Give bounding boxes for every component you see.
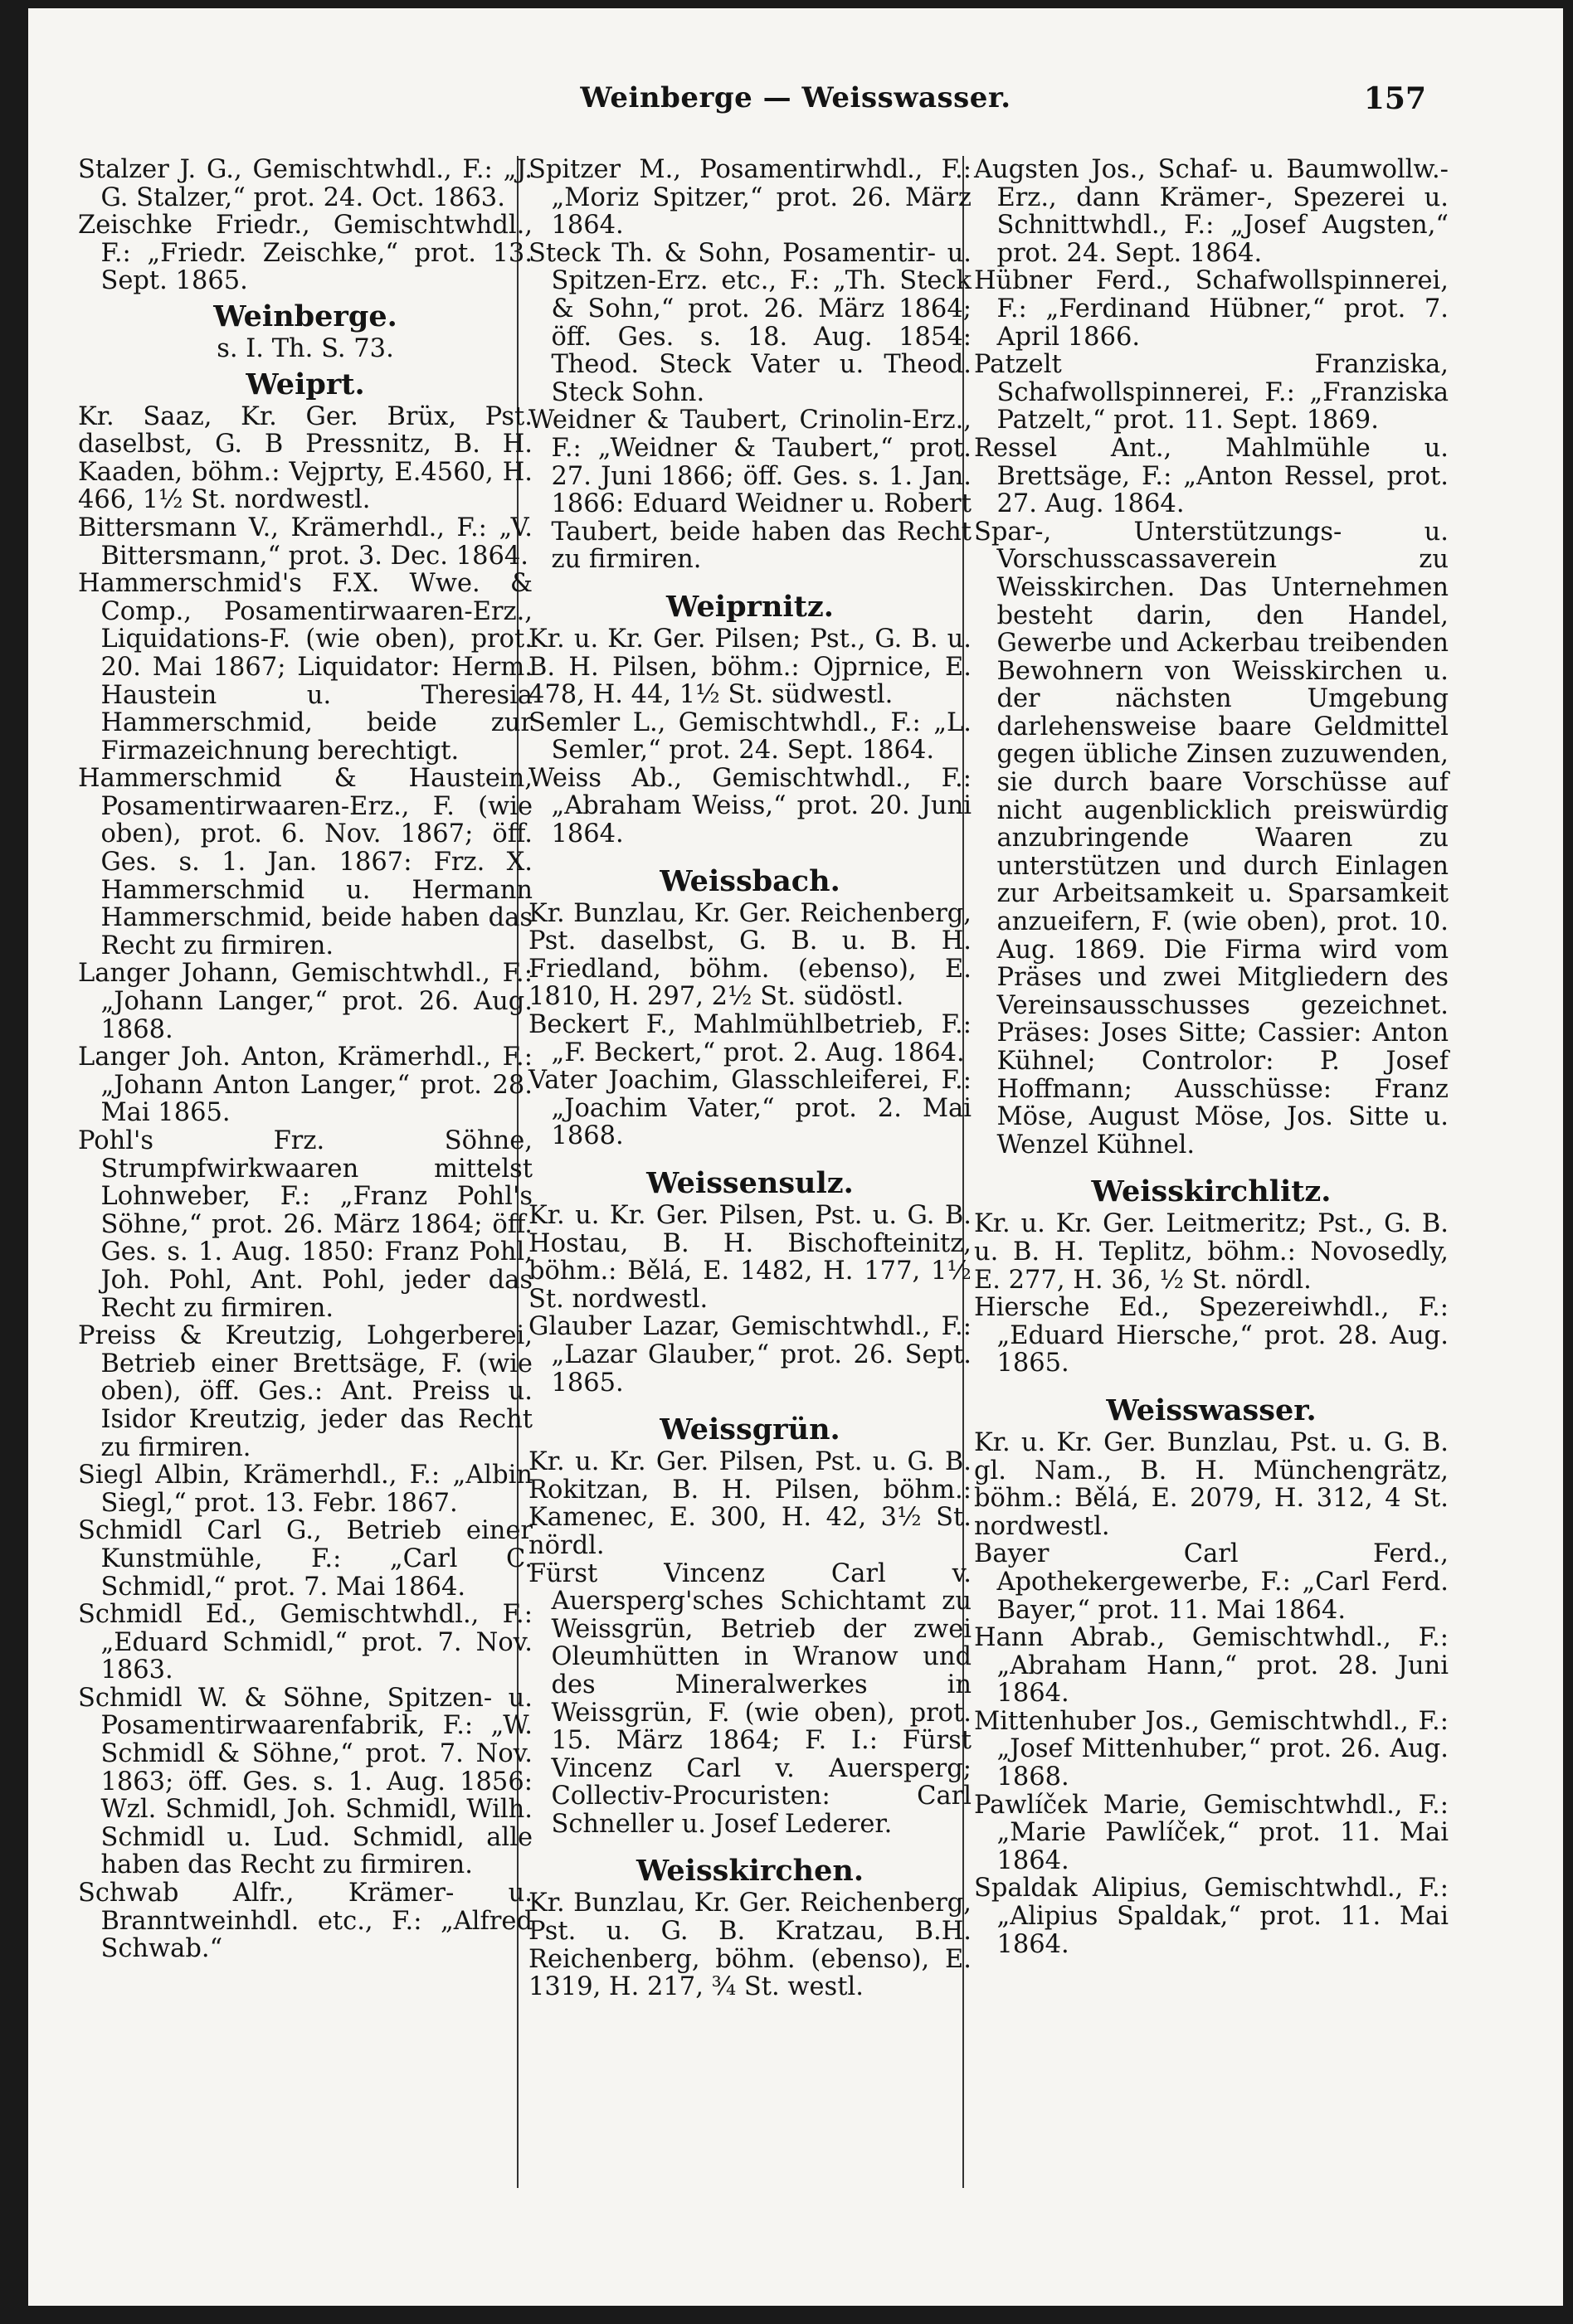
entry: Stalzer J. G., Gemischtwhdl., F.: „J. G. Stalzer,“ prot. 24. Oct. 1863. [78,155,533,212]
entry: Vater Joachim, Glasschleiferei, F.: „Joachim Vater,“ prot. 2. Mai 1868. [528,1066,972,1151]
entry: Schwab Alfr., Krämer- u. Branntweinhdl. etc., F.: „Alfred Schwab.“ [78,1879,533,1964]
entry: Weiss Ab., Gemischtwhdl., F.: „Abraham Weiss,“ prot. 20. Juni 1864. [528,763,972,849]
entry: Semler L., Gemischtwhdl., F.: „L. Semler,“ prot. 24. Sept. 1864. [528,707,972,766]
entry: Siegl Albin, Krämerhdl., F.: „Albin Siegl,“ prot. 13. Febr. 1867. [78,1461,533,1518]
running-header [28,81,1563,123]
column-middle [528,156,972,2001]
place-description: Kr. Bunzlau, Kr. Ger. Reichenberg, Pst. u. G. B. Kratzau, B.H. Reichenberg, böhm. (ebenso), E. 1319, H. 217, ¾ St. westl. [528,1889,972,2002]
place-heading: Weissbach. [660,863,840,898]
entry: Pohl's Frz. Söhne, Strumpfwirkwaaren mittelst Lohnweber, F.: „Franz Pohl's Söhne,“ prot. 26. März 1864; öff. Ges. s. 1. Aug. 1850: Franz Pohl, Joh. Pohl, Ant. Pohl, jeder das Recht zu firmiren. [78,1126,533,1323]
entry: Schmidl Ed., Gemischtwhdl., F.: „Eduard Schmidl,“ prot. 7. Nov. 1863. [78,1600,533,1685]
place-heading: Weiprt. [246,367,365,401]
column-left [78,156,533,1963]
entry: Hammerschmid & Haustein, Posamentirwaaren-Erz., F. (wie oben), prot. 6. Nov. 1867; öff. Ges. s. 1. Jan. 1867: Frz. X. Hammerschmid u. Hermann Hammerschmid, beide haben das Recht zu firmiren. [78,764,533,960]
entry: Preiss & Kreutzig, Lohgerberei, Betrieb einer Brettsäge, F. (wie oben), öff. Ges.: Ant. Preiss u. Isidor Kreutzig, jeder das Recht zu firmiren. [78,1321,533,1462]
entry: Glauber Lazar, Gemischtwhdl., F.: „Lazar Glauber,“ prot. 26. Sept. 1865. [528,1312,972,1398]
entry: Weidner & Taubert, Crinolin-Erz., F.: „Weidner & Taubert,“ prot. 27. Juni 1866; öff. Ges. s. 1. Jan. 1866: Eduard Weidner u. Robert Taubert, beide haben das Recht zu firmiren. [528,406,972,575]
entry: Hann Abrab., Gemischtwhdl., F.: „Abraham Hann,“ prot. 28. Juni 1864. [974,1623,1449,1709]
place-description: Kr. Saaz, Kr. Ger. Brüx, Pst. daselbst, G. B Pressnitz, B. H. Kaaden, böhm.: Vejprty, E.4560, H. 466, 1½ St. nordwestl. [78,401,533,515]
place-description: Kr. Bunzlau, Kr. Ger. Reichenberg, Pst. daselbst, G. B. u. B. H. Friedland, böhm. (ebenso), E. 1810, H. 297, 2½ St. südöstl. [528,898,972,1012]
entry: Schmidl W. & Söhne, Spitzen- u. Posamentirwaarenfabrik, F.: „W. Schmidl & Söhne,“ prot. 7. Nov. 1863; öff. Ges. s. 1. Aug. 1856: Wzl. Schmidl, Joh. Schmidl, Wilh. Schmidl u. Lud. Schmidl, alle haben das Recht zu firmiren. [78,1683,533,1880]
entry: Langer Joh. Anton, Krämerhdl., F.: „Johann Anton Langer,“ prot. 28. Mai 1865. [78,1043,533,1128]
document-page [28,8,1563,2306]
column-right [974,156,1449,1958]
place-description: Kr. u. Kr. Ger. Pilsen, Pst. u. G. B. Rokitzan, B. H. Pilsen, böhm.: Kamenec, E. 300, H. 42, 3½ St. nördl. [528,1447,972,1560]
entry: Hiersche Ed., Spezereiwhdl., F.: „Eduard Hiersche,“ prot. 28. Aug. 1865. [974,1293,1449,1378]
place-heading: Weissgrün. [660,1412,840,1447]
entry: Zeischke Friedr., Gemischtwhdl., F.: „Friedr. Zeischke,“ prot. 13. Sept. 1865. [78,211,533,296]
place-heading: Weiprnitz. [666,589,834,624]
entry: Spar-, Unterstützungs- u. Vorschusscassaverein zu Weisskirchen. Das Unternehmen besteht darin, den Handel, Gewerbe und Ackerbau treibenden Bewohnern von Weisskirchen u. der nächsten Umgebung darlehensweise baare Geldmittel gegen übliche Zinsen zuzuwenden, sie durch baare Vorschüsse auf nicht augenblicklich preiswürdig anzubringende Waaren zu unterstützen und durch Einlagen zur Arbeitsamkeit u. Sparsamkeit anzueifern, F. (wie oben), prot. 10. Aug. 1869. Die Firma wird vom Präses und zwei Mitgliedern des Vereinsausschusses gezeichnet. Präses: Joses Sitte; Cassier: Anton Kühnel; Controlor: P. Josef Hoffmann; Ausschüsse: Franz Möse, August Möse, Jos. Sitte u. Wenzel Kühnel. [974,517,1449,1160]
place-description: Kr. u. Kr. Ger. Pilsen; Pst., G. B. u. B. H. Pilsen, böhm.: Ojprnice, E. 478, H. 44, 1½ St. südwestl. [528,624,972,710]
entry: Hübner Ferd., Schafwollspinnerei, F.: „Ferdinand Hübner,“ prot. 7. April 1866. [974,266,1449,352]
place-description: Kr. u. Kr. Ger. Leitmeritz; Pst., G. B. u. B. H. Teplitz, böhm.: Novosedly, E. 277, H. 36, ½ St. nördl. [974,1209,1449,1295]
entry: Schmidl Carl G., Betrieb einer Kunstmühle, F.: „Carl C. Schmidl,“ prot. 7. Mai 1864. [78,1516,533,1602]
entry: Augsten Jos., Schaf- u. Baumwollw.-Erz., dann Krämer-, Spezerei u. Schnittwhdl., F.: „Josef Augsten,“ prot. 24. Sept. 1864. [974,155,1449,268]
entry: Bittersmann V., Krämerhdl., F.: „V. Bittersmann,“ prot. 3. Dec. 1864. [78,513,533,571]
entry: Beckert F., Mahlmühlbetrieb, F.: „F. Beckert,“ prot. 2. Aug. 1864. [528,1010,972,1067]
place-heading: Weisskirchlitz. [1091,1174,1332,1209]
place-heading: Weinberge. [213,299,397,333]
place-heading: Weisswasser. [1106,1393,1317,1427]
entry: Ressel Ant., Mahlmühle u. Brettsäge, F.: „Anton Ressel, prot. 27. Aug. 1864. [974,433,1449,519]
place-description: Kr. u. Kr. Ger. Pilsen, Pst. u. G. B. Hostau, B. H. Bischofteinitz, böhm.: Bělá, E. 1482, H. 177, 1½ St. nordwestl. [528,1201,972,1314]
place-heading: Weissensulz. [646,1166,854,1200]
entry: Hammerschmid's F.X. Wwe. & Comp., Posamentirwaaren-Erz., Liquidations-F. (wie oben), prot. 20. Mai 1867; Liquidator: Herm. Haustein u. Theresia Hammerschmid, beide zur Firmazeichnung berechtigt. [78,569,533,766]
entry: Steck Th. & Sohn, Posamentir- u. Spitzen-Erz. etc., F.: „Th. Steck & Sohn,“ prot. 26. März 1864; öff. Ges. s. 18. Aug. 1854: Theod. Steck Vater u. Theod. Steck Sohn. [528,238,972,407]
entry: Fürst Vincenz Carl v. Auersperg'sches Schichtamt zu Weissgrün, Betrieb der zwei Oleumhütten in Wranow und des Mineralwerkes in Weissgrün, F. (wie oben), prot. 15. März 1864; F. I.: Fürst Vincenz Carl v. Auersperg; Collectiv-Procuristen: Carl Schneller u. Josef Lederer. [528,1558,972,1839]
entry: Pawlíček Marie, Gemischtwhdl., F.: „Marie Pawlíček,“ prot. 11. Mai 1864. [974,1790,1449,1875]
header-title: Weinberge — Weisswasser. [580,81,1011,114]
entry: Langer Johann, Gemischtwhdl., F.: „Johann Langer,“ prot. 26. Aug. 1868. [78,959,533,1044]
entry: Mittenhuber Jos., Gemischtwhdl., F.: „Josef Mittenhuber,“ prot. 26. Aug. 1868. [974,1706,1449,1792]
place-description: Kr. u. Kr. Ger. Bunzlau, Pst. u. G. B. gl. Nam., B. H. Münchengrätz, böhm.: Bělá, E. 2079, H. 312, 4 St. nordwestl. [974,1427,1449,1541]
entry: Spitzer M., Posamentirwhdl., F.: „Moriz Spitzer,“ prot. 26. März 1864. [528,155,972,241]
entry: Spaldak Alipius, Gemischtwhdl., F.: „Alipius Spaldak,“ prot. 11. Mai 1864. [974,1874,1449,1959]
place-heading: Weisskirchen. [636,1854,864,1889]
entry: Bayer Carl Ferd., Apothekergewerbe, F.: „Carl Ferd. Bayer,“ prot. 11. Mai 1864. [974,1539,1449,1625]
entry: Patzelt Franziska, Schafwollspinnerei, F.: „Franziska Patzelt,“ prot. 11. Sept. 1869. [974,350,1449,435]
place-description: s. I. Th. S. 73. [217,333,394,363]
page-number: 157 [1363,81,1426,116]
